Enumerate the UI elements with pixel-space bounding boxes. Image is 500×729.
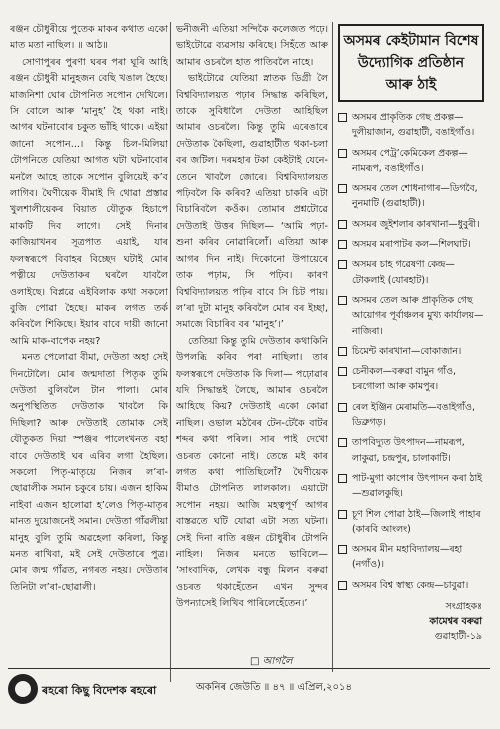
- checkbox-square-icon: [338, 240, 347, 249]
- checkbox-square-icon: [338, 545, 347, 554]
- checkbox-square-icon: [338, 510, 347, 519]
- footer-divider: [8, 668, 490, 669]
- continued-marker: □ আগলৈ: [250, 656, 293, 667]
- checkbox-square-icon: [338, 438, 347, 447]
- globe-logo-icon: [8, 674, 38, 704]
- list-item: অসমৰ মীন মহাবিদ্যালয়—ৰহা (নগাঁও)।: [338, 542, 484, 573]
- article-paragraph: সোণাপুৰৰ পুৰণা ঘৰৰ পৰা ঘূৰি আহি ৰঞ্জন চৌধুৰী মানুহজন বেছি খঙাল হৈছে। মাজনিশা ঘোৰ টোপনিত সপোন দেখিলে। সি বোলে আৰু ‘মানুহ’ হৈ থকা নাই। আগৰ ঘটনাবোৰ চকুত ভাঁহি থাকে। এইয়া জানো সপোন...। কিন্তু চিল-মিলিয়া টোপনিতে যেতিয়া আগত ঘটা ঘটনাবোৰ মনলৈ আহে তাকে সপোন বুলিয়েই ক’ব লাগিব। ঘৈণীয়েক বীমাই দি থোৱা প্ৰস্তাৱ খুলশালীয়েকৰ বিয়াত যৌতুক হিচাপে মাকটি দিব লাগে। সেই দিনাৰ কাজিয়াখনৰ সূত্ৰপাত এয়াই, যাৰ ফলস্বৰূপে বিবাহৰ বিচ্ছেদ ঘটাই মোৰ পত্নীয়ে দেউতাকৰ ঘৰলৈ যাবলৈ ওলাইছে। বিপ্লৱে এইবিলাক কথা সকলো বুজি পোৱা হৈছে। মাকৰ লগত তৰ্ক কৰিবলৈ শিকিছে। ইয়াৰ বাবে দায়ী জানো আমি মাক-বাপেক নহয়?: [10, 56, 168, 347]
- list-item: ৰেল ইঞ্জিন মেৰামতি—বঙাইগাঁও, ডিব্ৰুগড়।: [338, 400, 484, 431]
- checkbox-square-icon: [338, 149, 347, 158]
- checkbox-square-icon: [338, 403, 347, 412]
- column-divider: [170, 22, 171, 682]
- list-item: অসমৰ প্ৰাকৃতিক গেছ প্ৰকল্প—দুলীয়াজান, গুৱাহাটী, বঙাইগাঁও।: [338, 110, 484, 141]
- sidebar-box: [336, 20, 486, 660]
- list-item: চেনীকল—বৰুৱা বামুন গাঁও, চৰগোলা আৰু কামপুৰ।: [338, 364, 484, 395]
- compiler-credit: [336, 599, 486, 644]
- column-divider: [332, 22, 333, 672]
- list-item: অসমৰ মৰাপাটৰ কল—শিলঘাট।: [338, 237, 484, 252]
- article-paragraph: ৰঞ্জন চৌধুৰীয়ে পুতেক মাকৰ কথাত একো মাত মতা নাছিল। ॥ আঠ॥: [10, 24, 168, 52]
- article-paragraph: মনত পেলোৱা বীমা, দেউতা অহা সেই দিনটোলৈ। মোৰ জন্মদাতা পিতৃক তুমি দেউতা বুলিবলৈ টান পালা। মোৰ অনুপস্থিতিত দেউতাক খাবলৈ কি দিছিলা? আৰু দেউতাই তোমাক সেই যৌতুকত দিয়া স্পঞ্জৰ পালেংখনত বহা বাবে দেউতাই ঘৰ এৰিব লগা হৈছিল। সকলো পিতৃ-মাতৃয়ে নিজৰ ল’ৰা-ছোৱালীক সমান চকুৰে চায়। এজন হাকিম নাইবা এজন হালোৱা হ’লেও পিতৃ-মাতৃৰ মানত দুয়োজনেই সমান। দেউতা গাঁৱলীয়া মানুহ বুলি তুমি অৱহেলা কৰিলা, কিন্তু মনত ৰাখিবা, মই সেই দেউতাৰে পুত্ৰ। মোৰ জন্ম গাঁৱত, নগৰত নহয়। দেউতাৰ তিনিটা ল’ৰা-ছোৱালী।: [10, 352, 168, 593]
- list-item: চূণ শিল পোৱা ঠাই—জিলাই পাহাৰ (কাৰবি আংলং): [338, 507, 484, 538]
- checkbox-square-icon: [338, 220, 347, 229]
- checkbox-square-icon: [338, 260, 347, 269]
- list-item: পাট-মুগা কাপোৰ উৎপাদন কৰা ঠাই—শুৱালকুছি।: [338, 471, 484, 502]
- compiler-label: সংগ্ৰাহকঃ: [445, 601, 482, 613]
- checkbox-square-icon: [338, 347, 347, 356]
- list-item: তাপবিদ্যুত উৎপাদন—নামৰূপ, লাকুৱা, চন্দ্ৰপুৰ, চালাকাটি।: [338, 435, 484, 466]
- article-column-1: [10, 22, 168, 662]
- checkbox-square-icon: [338, 113, 347, 122]
- compiler-name: কামেশ্বৰ বৰুৱা: [429, 616, 482, 628]
- article-paragraph: ভাইটোৱে যেতিয়া স্নাতক ডিগ্ৰী লৈ বিশ্ববিদ্যালয়ত পঢ়াৰ সিদ্ধান্ত কৰিছিল, তাকে সুবিধালৈ দেউতা আহিছিল আমাৰ ওচৰলৈ। কিন্তু তুমি এৰেঙাৰে দেউতাক কৈছিলা, গুৱাহাটীত থকা-চলা বৰ জটিল। দৰমহাৰ টকা কেইটাই যেনে-তেনে খাবলৈ জোৰে। বিশ্ববিদ্যালয়ত পঢ়িবলৈ কি কৰিব? এতিয়া চাকৰি এটা বিচাৰিবলৈ কওঁক। তোমাৰ প্ৰশ্নটোৱে দেউতাই উত্তৰ দিছিল— ‘আমি পঢ়া-শুনা কৰিব নোৱাৰিলোঁ। এতিয়া আৰু আগৰ দিন নাই। দিকোনো উপায়েৰে তাক পঢ়াম, সি পঢ়িব। কাৰণ বিশ্ববিদ্যালয়ত পঢ়িৰ বাবে সি চিট পায়। ল’ৰা দুটা মানুহ কৰিবলৈ মোৰ বৰ ইচ্ছা, সমাজে বিচাৰিব বৰ ‘মানুহ’।’: [176, 73, 328, 331]
- article-paragraph: তেতিয়া কিন্তু তুমি দেউতাৰ কথাকিনি উপলব্ধি কৰিব পৰা নাছিলা। তাৰ ফলস্বৰূপে দেউতাক কি দিলা— পঢ়োৱাৰ যদি সিদ্ধান্তই লৈছে, আমাৰ ওচৰলৈ আহিছে কিয়? দেউতাই একো কোৱা নাছিল। ওভাল মঠৰৈৰ টেন-টেকৈ বাটৰ শব্দৰ কথা পৰিল। সাৰ পাই দেখো ওচৰত কোনো নাই। তেন্তে মই কাৰ লগত কথা পাতিছিলোঁ? ঘৈণীয়েক বীমাও টোপনিত লালকাল। এয়াটো সপোন নহয়। আজি মহত্বপূৰ্ণ আগৰ বাস্তৱতে ঘটি যোৱা এটা সত্য ঘটনা। সেই দিনা ৰাতি ৰঞ্জন চৌধুৰীৰ টোপনি নাহিল। নিজৰ মনতে ভাবিলে— ‘সাংবাদিক, লেখক বন্ধু মিলন বৰুৱা ওচৰত থকাহেঁতেন এখন সুন্দৰ উপন্যাসেই লিখিব পাৰিলেহেঁতেন।’: [176, 335, 328, 610]
- list-item: অসমৰ তেল আৰু প্ৰাকৃতিক গেছ আয়োগৰ পূৰ্বাঞ্চলৰ মুখ্য কাৰ্যালয়—নাজিৰা।: [338, 293, 484, 339]
- article-column-2: [176, 22, 328, 672]
- list-item: চিমেন্ট কাৰখানা—বোকাজান।: [338, 344, 484, 359]
- checkbox-square-icon: [338, 581, 347, 590]
- journal-issue-line: অকনিৰ জেউতি ॥ ৪৭ ॥ এপ্ৰিল,২০১৪: [196, 682, 353, 693]
- list-item: অসমৰ জুইশলাৰ কাৰখানা—ধুবুৰী।: [338, 217, 484, 232]
- sidebar-title: অসমৰ কেইটামান বিশেষ উদ্যোগিক প্ৰতিষ্ঠান আৰু ঠাই: [338, 24, 484, 102]
- checkbox-square-icon: [338, 474, 347, 483]
- checkbox-square-icon: [338, 367, 347, 376]
- checkbox-square-icon: [338, 296, 347, 305]
- section-logo-text: ৰহৰো কিছু বিদেশক ৰহৰো: [42, 684, 157, 697]
- page-footer: [0, 668, 500, 718]
- list-item: অসমৰ তেল শোধনাগাৰ—ডিগবৈ, নুনমাটি (গুৱাহাটী)।: [338, 181, 484, 212]
- list-item: অসমৰ চাহ গৱেষণা কেন্দ্ৰ—টোকলাই (যোৰহাট)।: [338, 257, 484, 288]
- section-logo: [8, 672, 166, 708]
- list-item: অসমৰ পেট্ৰ’কেমিকেল প্ৰকল্প—নামৰূপ, বঙাইগাঁও।: [338, 146, 484, 177]
- compiler-place: গুৱাহাটী-১৯: [434, 631, 482, 643]
- checkbox-square-icon: [338, 184, 347, 193]
- article-paragraph: ভনীজনী এতিয়া সন্দিকৈ কলেজত পঢ়ে। ভাইটোৱে ব্যৱসায় কৰিছে। সিহঁতে আৰু আমাৰ ওচৰলৈ হাত পাতিবলৈ নাহে।: [176, 24, 328, 68]
- list-item: অসমৰ বিশ্ব স্বাস্থ্য কেন্দ্ৰ—চাবুৱা।: [338, 578, 484, 593]
- industry-list: [336, 110, 486, 593]
